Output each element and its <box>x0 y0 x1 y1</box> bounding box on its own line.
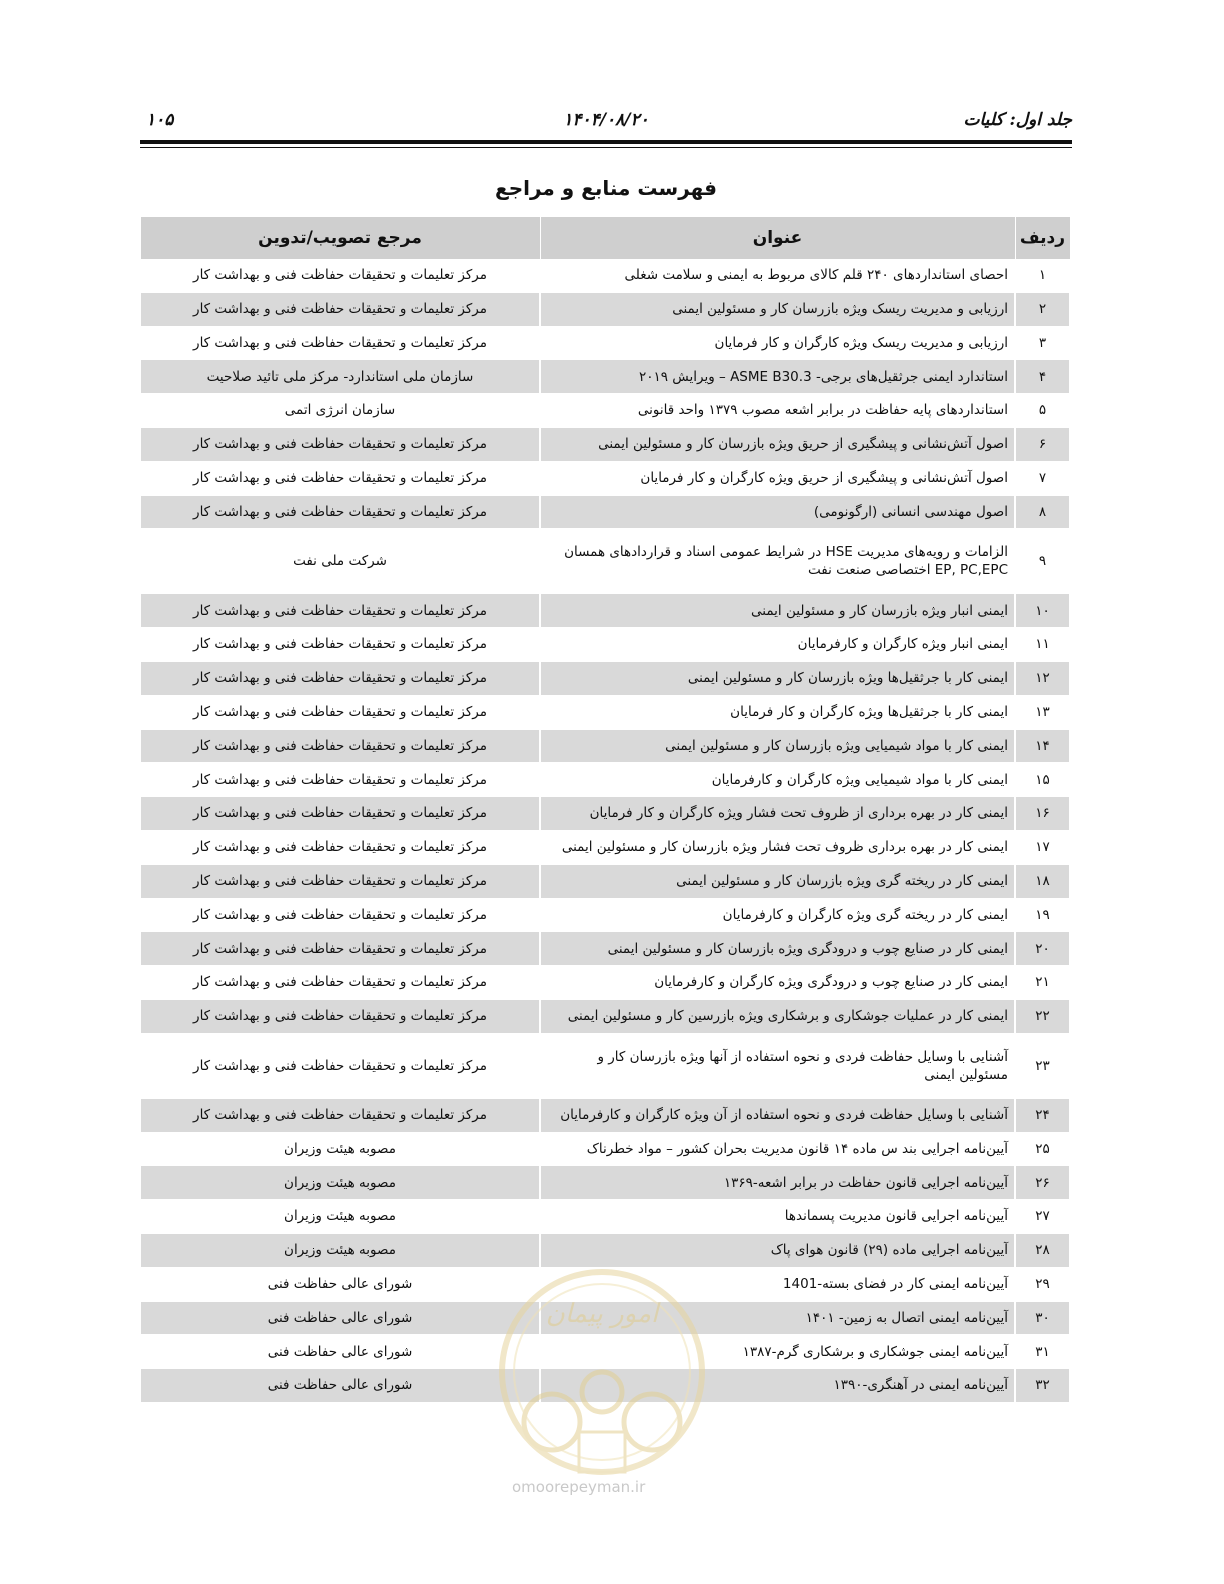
source-cell: مرکز تعلیمات و تحقیقات حفاظت فنی و بهداشت کار <box>140 326 540 360</box>
row-number-cell: ۳۱ <box>1015 1335 1070 1369</box>
row-number-cell: ۲ <box>1015 292 1070 326</box>
row-number-cell: ۱۷ <box>1015 830 1070 864</box>
row-number-cell: ۱۰ <box>1015 594 1070 628</box>
title-cell: آیین‌نامه اجرایی قانون مدیریت پسماندها <box>540 1200 1015 1234</box>
source-cell: سازمان انرژی اتمی <box>140 394 540 428</box>
source-cell: مرکز تعلیمات و تحقیقات حفاظت فنی و بهداشت کار <box>140 292 540 326</box>
table-row <box>140 360 1070 394</box>
watermark-building <box>579 1432 625 1472</box>
watermark-url: omoorepeyman.ir <box>512 1478 646 1496</box>
table-row <box>140 495 1070 529</box>
source-cell: مرکز تعلیمات و تحقیقات حفاظت فنی و بهداشت کار <box>140 729 540 763</box>
source-cell: مرکز تعلیمات و تحقیقات حفاظت فنی و بهداشت کار <box>140 1098 540 1132</box>
title-cell: آشنایی با وسایل حفاظت فردی و نحوه استفاده از آن ویژه کارگران و کارفرمایان <box>540 1098 1015 1132</box>
table-row <box>140 594 1070 628</box>
title-cell: ارزیابی و مدیریت ریسک ویژه کارگران و کار فرمایان <box>540 326 1015 360</box>
title-cell: ایمنی کار با مواد شیمیایی ویژه بازرسان کار و مسئولین ایمنی <box>540 729 1015 763</box>
row-number-cell: ۱۱ <box>1015 628 1070 662</box>
source-cell: مرکز تعلیمات و تحقیقات حفاظت فنی و بهداشت کار <box>140 797 540 831</box>
row-number-cell: ۱۳ <box>1015 695 1070 729</box>
source-cell: مرکز تعلیمات و تحقیقات حفاظت فنی و بهداشت کار <box>140 999 540 1033</box>
source-cell: مصوبه هیئت وزیران <box>140 1200 540 1234</box>
title-cell: آیین‌نامه اجرایی قانون حفاظت در برابر اشعه-۱۳۶۹ <box>540 1166 1015 1200</box>
row-number-cell: ۱۲ <box>1015 661 1070 695</box>
table-row <box>140 1233 1070 1267</box>
table-row <box>140 1200 1070 1234</box>
watermark-logo-text: امور پیمان <box>545 1299 659 1329</box>
table-row <box>140 1335 1070 1369</box>
source-cell: مصوبه هیئت وزیران <box>140 1132 540 1166</box>
row-number-cell: ۲۷ <box>1015 1200 1070 1234</box>
row-number-cell: ۱۴ <box>1015 729 1070 763</box>
source-cell: مرکز تعلیمات و تحقیقات حفاظت فنی و بهداشت کار <box>140 695 540 729</box>
row-number-cell: ۳ <box>1015 326 1070 360</box>
title-cell: ایمنی کار در عملیات جوشکاری و برشکاری ویژه بازرسین کار و مسئولین ایمنی <box>540 999 1015 1033</box>
row-number-cell: ۸ <box>1015 495 1070 529</box>
row-number-cell: ۲۱ <box>1015 966 1070 1000</box>
table-header-row <box>140 217 1070 259</box>
source-cell: سازمان ملی استاندارد- مرکز ملی تائید صلاحیت <box>140 360 540 394</box>
source-cell: مرکز تعلیمات و تحقیقات حفاظت فنی و بهداشت کار <box>140 932 540 966</box>
source-cell: مرکز تعلیمات و تحقیقات حفاظت فنی و بهداشت کار <box>140 427 540 461</box>
row-number-cell: ۴ <box>1015 360 1070 394</box>
table-row <box>140 1267 1070 1301</box>
title-cell: آیین‌نامه اجرایی بند س ماده ۱۴ قانون مدیریت بحران کشور – مواد خطرناک <box>540 1132 1015 1166</box>
title-cell: استاندارد ایمنی جرثقیل‌های برجی- ASME B30.3 – ویرایش ۲۰۱۹ <box>540 360 1015 394</box>
page-title: فهرست منابع و مراجع <box>495 176 717 200</box>
table-row <box>140 427 1070 461</box>
source-cell: مرکز تعلیمات و تحقیقات حفاظت فنی و بهداشت کار <box>140 495 540 529</box>
title-cell: احصای استانداردهای ۲۴۰ قلم کالای مربوط به ایمنی و سلامت شغلی <box>540 259 1015 292</box>
header-rule-thick <box>140 140 1072 144</box>
title-cell: ارزیابی و مدیریت ریسک ویژه بازرسان کار و مسئولین ایمنی <box>540 292 1015 326</box>
title-cell: اصول مهندسی انسانی (ارگونومی) <box>540 495 1015 529</box>
source-cell: شرکت ملی نفت <box>140 529 540 594</box>
row-number-cell: ۳۲ <box>1015 1369 1070 1403</box>
references-table <box>139 217 1071 1403</box>
title-cell: ایمنی کار در ریخته گری ویژه کارگران و کارفرمایان <box>540 898 1015 932</box>
row-number-cell: ۹ <box>1015 529 1070 594</box>
column-header-row-number: ردیف <box>1015 217 1070 259</box>
source-cell: مرکز تعلیمات و تحقیقات حفاظت فنی و بهداشت کار <box>140 461 540 495</box>
table-row <box>140 729 1070 763</box>
row-number-cell: ۲۰ <box>1015 932 1070 966</box>
table-row <box>140 292 1070 326</box>
source-cell: مرکز تعلیمات و تحقیقات حفاظت فنی و بهداشت کار <box>140 966 540 1000</box>
table-row <box>140 1098 1070 1132</box>
column-header-source: مرجع تصویب/تدوین <box>140 217 540 259</box>
table-row <box>140 1369 1070 1403</box>
source-cell: شورای عالی حفاظت فنی <box>140 1335 540 1369</box>
row-number-cell: ۱۹ <box>1015 898 1070 932</box>
table-row <box>140 898 1070 932</box>
title-cell: الزامات و رویه‌های مدیریت HSE در شرایط عمومی اسناد و قراردادهای همسان EP, PC,EPC اختصاصی صنعت نفت <box>540 529 1015 594</box>
table-row <box>140 695 1070 729</box>
row-number-cell: ۳۰ <box>1015 1301 1070 1335</box>
title-cell: ایمنی کار با مواد شیمیایی ویژه کارگران و کارفرمایان <box>540 763 1015 797</box>
title-cell: آیین‌نامه ایمنی جوشکاری و برشکاری گرم-۱۳۸۷ <box>540 1335 1015 1369</box>
title-cell: ایمنی انبار ویژه کارگران و کارفرمایان <box>540 628 1015 662</box>
table-row <box>140 1033 1070 1098</box>
source-cell: مرکز تعلیمات و تحقیقات حفاظت فنی و بهداشت کار <box>140 830 540 864</box>
title-cell: ایمنی کار در صنایع چوب و درودگری ویژه بازرسان کار و مسئولین ایمنی <box>540 932 1015 966</box>
title-cell: ایمنی انبار ویژه بازرسان کار و مسئولین ایمنی <box>540 594 1015 628</box>
title-cell: ایمنی کار با جرثقیل‌ها ویژه بازرسان کار و مسئولین ایمنی <box>540 661 1015 695</box>
row-number-cell: ۵ <box>1015 394 1070 428</box>
table-row <box>140 628 1070 662</box>
table-row <box>140 661 1070 695</box>
source-cell: مرکز تعلیمات و تحقیقات حفاظت فنی و بهداشت کار <box>140 628 540 662</box>
header-rule-thin <box>140 147 1072 148</box>
source-cell: مصوبه هیئت وزیران <box>140 1233 540 1267</box>
table-row <box>140 932 1070 966</box>
title-cell: آیین‌نامه ایمنی اتصال به زمین- ۱۴۰۱ <box>540 1301 1015 1335</box>
title-cell: آیین‌نامه ایمنی کار در فضای بسته-1401 <box>540 1267 1015 1301</box>
volume-title: جلد اول: کلیات <box>963 110 1072 130</box>
table-row <box>140 864 1070 898</box>
row-number-cell: ۱۶ <box>1015 797 1070 831</box>
row-number-cell: ۲۶ <box>1015 1166 1070 1200</box>
table-row <box>140 830 1070 864</box>
title-cell: آیین‌نامه ایمنی در آهنگری-۱۳۹۰ <box>540 1369 1015 1403</box>
table-row <box>140 259 1070 292</box>
title-cell: ایمنی کار با جرثقیل‌ها ویژه کارگران و کار فرمایان <box>540 695 1015 729</box>
table-row <box>140 461 1070 495</box>
row-number-cell: ۶ <box>1015 427 1070 461</box>
table-row <box>140 966 1070 1000</box>
title-cell: اصول آتش‌نشانی و پیشگیری از حریق ویژه بازرسان کار و مسئولین ایمنی <box>540 427 1015 461</box>
source-cell: شورای عالی حفاظت فنی <box>140 1369 540 1403</box>
source-cell: مصوبه هیئت وزیران <box>140 1166 540 1200</box>
title-cell: اصول آتش‌نشانی و پیشگیری از حریق ویژه کارگران و کار فرمایان <box>540 461 1015 495</box>
title-cell: آیین‌نامه اجرایی ماده (۲۹) قانون هوای پاک <box>540 1233 1015 1267</box>
table-row <box>140 1132 1070 1166</box>
table-row <box>140 763 1070 797</box>
row-number-cell: ۲۳ <box>1015 1033 1070 1098</box>
row-number-cell: ۲۴ <box>1015 1098 1070 1132</box>
column-header-title: عنوان <box>540 217 1015 259</box>
page-header <box>140 108 1072 138</box>
title-cell: ایمنی کار در بهره برداری ظروف تحت فشار ویژه بازرسان کار و مسئولین ایمنی <box>540 830 1015 864</box>
page-number: ۱۰۵ <box>146 110 174 130</box>
table-row <box>140 1301 1070 1335</box>
table-row <box>140 1166 1070 1200</box>
source-cell: مرکز تعلیمات و تحقیقات حفاظت فنی و بهداشت کار <box>140 661 540 695</box>
source-cell: شورای عالی حفاظت فنی <box>140 1267 540 1301</box>
header-date: ۱۴۰۴/۰۸/۲۰ <box>563 110 649 130</box>
row-number-cell: ۷ <box>1015 461 1070 495</box>
table-row <box>140 529 1070 594</box>
table-row <box>140 797 1070 831</box>
table-row <box>140 999 1070 1033</box>
title-cell: ایمنی کار در صنایع چوب و درودگری ویژه کارگران و کارفرمایان <box>540 966 1015 1000</box>
row-number-cell: ۲۵ <box>1015 1132 1070 1166</box>
source-cell: مرکز تعلیمات و تحقیقات حفاظت فنی و بهداشت کار <box>140 594 540 628</box>
table-row <box>140 394 1070 428</box>
source-cell: مرکز تعلیمات و تحقیقات حفاظت فنی و بهداشت کار <box>140 898 540 932</box>
source-cell: شورای عالی حفاظت فنی <box>140 1301 540 1335</box>
table-row <box>140 326 1070 360</box>
source-cell: مرکز تعلیمات و تحقیقات حفاظت فنی و بهداشت کار <box>140 864 540 898</box>
title-cell: استانداردهای پایه حفاظت در برابر اشعه مصوب ۱۳۷۹ واحد قانونی <box>540 394 1015 428</box>
row-number-cell: ۱۸ <box>1015 864 1070 898</box>
row-number-cell: ۲۸ <box>1015 1233 1070 1267</box>
row-number-cell: ۱ <box>1015 259 1070 292</box>
source-cell: مرکز تعلیمات و تحقیقات حفاظت فنی و بهداشت کار <box>140 1033 540 1098</box>
title-cell: ایمنی کار در بهره برداری از ظروف تحت فشار ویژه کارگران و کار فرمایان <box>540 797 1015 831</box>
title-cell: آشنایی با وسایل حفاظت فردی و نحوه استفاده از آنها ویژه بازرسان کار و مسئولین ایمنی <box>540 1033 1015 1098</box>
title-cell: ایمنی کار در ریخته گری ویژه بازرسان کار و مسئولین ایمنی <box>540 864 1015 898</box>
row-number-cell: ۲۲ <box>1015 999 1070 1033</box>
source-cell: مرکز تعلیمات و تحقیقات حفاظت فنی و بهداشت کار <box>140 763 540 797</box>
row-number-cell: ۲۹ <box>1015 1267 1070 1301</box>
row-number-cell: ۱۵ <box>1015 763 1070 797</box>
source-cell: مرکز تعلیمات و تحقیقات حفاظت فنی و بهداشت کار <box>140 259 540 292</box>
references-table-body <box>140 259 1070 1402</box>
